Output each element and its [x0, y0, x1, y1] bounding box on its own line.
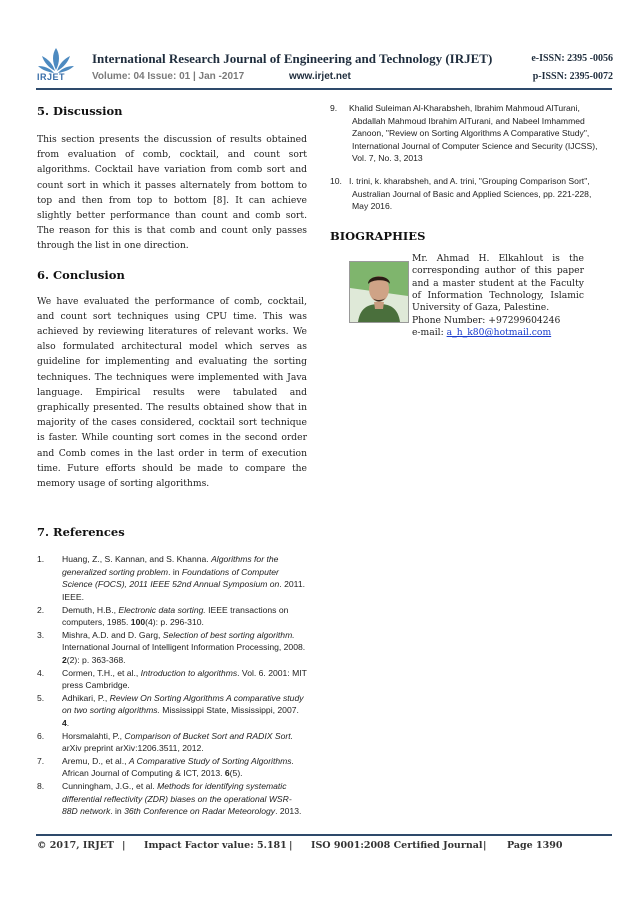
conclusion-body: We have evaluated the performance of comb, cocktail, and count sort techniques using CPU time. This was achieved by reviewing literatures of relevant works. We also formulated architectural model which serves as guideline for implementing and evaluating the sorting techniques. The techniques were implemented with Java language. Empirical results were tabulated and graphically presented. The results obtained show that in majority of the cases considered, cocktail sort technique is faster. While counting sort comes in the second order and Comb comes in the last order in term of execution time. Future efforts should be made to compare the memory usage of sorting algorithms. [37, 295, 307, 490]
reference-text-part: Electronic data sorting. [118, 604, 206, 615]
reference-text-part: Foundations of Computer Science (FOCS), 2011 IEEE 52nd Annual Symposium on [62, 566, 280, 590]
discussion-body: This section presents the discussion of results obtained from evaluation of comb, cocktail, and count sort algorithms. Cocktail have variation from comb sort and count sort in which it passes alternately from bottom to top and then from top to bottom [8]. It can achieve slightly better performance than count and comb sort. The reason for this is that comb and count only passes through the list in one direction. [37, 134, 307, 252]
reference-text-part: 4 [62, 717, 67, 728]
reference-text: I. trini, k. kharabsheh, and A. trini, "Grouping Comparison Sort", Australian Journal of Basic and Applied Sciences, pp. 221-228, May 2016. [349, 175, 592, 212]
reference-text-part: . [66, 717, 70, 728]
reference-item [37, 780, 307, 818]
reference-text-part: arXiv preprint arXiv:1206.3511, 2012. [62, 743, 204, 754]
email-link[interactable]: a_h_k80@hotmail.com [446, 327, 552, 339]
reference-text-part: Mississippi State, Mississippi, 2007. [159, 705, 299, 716]
author-portrait-icon [350, 262, 408, 322]
reference-text-part: (4): p. 296-310. [145, 617, 204, 628]
footer-separator: | [289, 840, 293, 851]
footer-separator: | [122, 840, 126, 851]
conclusion-heading: 6. Conclusion [37, 267, 125, 282]
author-photo [349, 261, 409, 323]
reference-text-part: Selection of best sorting algorithm. [162, 629, 295, 640]
reference-text-part: 6 [224, 768, 230, 779]
volume-issue: Volume: 04 Issue: 01 | Jan -2017 [92, 71, 245, 82]
reference-item [37, 604, 307, 629]
reference-number: 1. [37, 554, 45, 565]
email-line [412, 327, 584, 339]
reference-text-part: Mishra, A.D. and D. Garg, [62, 629, 163, 640]
journal-url[interactable]: www.irjet.net [289, 71, 351, 82]
reference-text-part: International Journal of Intelligent Information Processing, 2008. [62, 642, 306, 653]
reference-text-part: . Vol. 6. 2001: MIT press Cambridge. [62, 667, 307, 691]
discussion-heading: 5. Discussion [37, 104, 123, 118]
reference-text-part: Cormen, T.H., et al., [62, 667, 141, 678]
reference-text-part: Huang, Z., S. Kannan, and S. Khanna. [62, 554, 212, 565]
reference-text-part: African Journal of Computing & ICT, 2013. [62, 768, 225, 779]
reference-text-part: Horsmalahti, P., [62, 730, 125, 741]
reference-number: 2. [37, 604, 45, 615]
pissn: p-ISSN: 2395-0072 [532, 71, 613, 82]
reference-text-part: Aremu, D., et al., [62, 755, 129, 766]
eissn: e-ISSN: 2395 -0056 [531, 53, 613, 64]
left-column [37, 104, 307, 818]
reference-text-part: Algorithms for the generalized sorting problem [62, 554, 279, 577]
reference-text-part: (5). [229, 768, 243, 779]
reference-text-part: IEEE transactions on computers, 1985. [62, 604, 289, 628]
reference-text-part: . 2011. IEEE. [62, 579, 305, 603]
reference-text-part: Adhikari, P., [62, 692, 110, 703]
reference-item [37, 692, 307, 730]
reference-number: 7. [37, 755, 45, 766]
reference-list-continued [330, 102, 600, 213]
reference-text-part: Demuth, H.B., [62, 604, 119, 615]
reference-text-part: Introduction to algorithms [140, 667, 238, 678]
reference-text-part: Comparison of Bucket Sort and RADIX Sort. [124, 730, 294, 741]
reference-list [37, 553, 307, 817]
reference-number: 8. [37, 780, 45, 791]
reference-number: 6. [37, 730, 45, 741]
footer-iso: ISO 9001:2008 Certified Journal [311, 840, 483, 851]
reference-text-part: A Comparative Study of Sorting Algorithms. [128, 755, 294, 766]
reference-text: Khalid Suleiman Al-Kharabsheh, Ibrahim Mahmoud AlTurani, Abdallah Mahmoud Ibrahim AlTurani, and Nabeel Imhammed Zanoon, "Review on Sorting Algorithms A Comparative Study", International Journal of Computer Science and Security (IJCSS), Vol. 7, No. 3, 2013 [349, 103, 598, 164]
footer-divider [36, 834, 612, 836]
footer-copyright: © 2017, IRJET [37, 840, 115, 851]
reference-text-part: 36th Conference on Radar Meteorology [124, 806, 276, 817]
reference-item [37, 755, 307, 780]
email-label: e-mail: [412, 327, 447, 339]
reference-text-part: Methods for identifying systematic differential reflectivity (ZDR) biases on the operational WSR-88D network [62, 780, 292, 817]
reference-item [37, 730, 307, 755]
biography-text: Mr. Ahmad H. Elkahlout is the corresponding author of this paper and a master student at the Faculty of Information Technology, Islamic University of Gaza, Palestine. [412, 252, 584, 314]
header-divider [36, 88, 612, 90]
reference-item [330, 175, 600, 213]
biographies-heading: BIOGRAPHIES [330, 228, 426, 243]
reference-text-part: Review On Sorting Algorithms A comparative study on two sorting algorithms. [62, 692, 304, 716]
biography-text-block [412, 253, 584, 340]
reference-text-part: . in [168, 566, 182, 577]
footer-impact-factor: Impact Factor value: 5.181 [144, 840, 287, 851]
reference-item [37, 553, 307, 603]
reference-text-part: 2 [62, 655, 67, 666]
phone-number: Phone Number: +97299604246 [412, 314, 561, 326]
reference-item [37, 667, 307, 692]
reference-text-part: Cunningham, J.G., et al. [62, 780, 158, 791]
references-heading: 7. References [37, 525, 125, 540]
reference-text-part: . 2013. [275, 806, 302, 817]
footer-separator: | [483, 840, 487, 851]
reference-text-part: (2): p. 363-368. [66, 655, 126, 666]
logo-text: IRJET [37, 72, 66, 82]
reference-number: 5. [37, 692, 45, 703]
right-column [330, 102, 600, 363]
footer-page-number: Page 1390 [507, 840, 563, 851]
journal-title: International Research Journal of Engineering and Technology (IRJET) [92, 51, 493, 66]
reference-number: 3. [37, 629, 45, 640]
reference-item [37, 629, 307, 667]
reference-number: 4. [37, 667, 45, 678]
reference-number: 9. [330, 103, 338, 113]
reference-text-part: . in [110, 806, 125, 817]
reference-text-part: 100 [130, 617, 146, 628]
biography-block [330, 253, 600, 363]
reference-number: 10. [330, 175, 342, 186]
reference-item [330, 102, 600, 165]
